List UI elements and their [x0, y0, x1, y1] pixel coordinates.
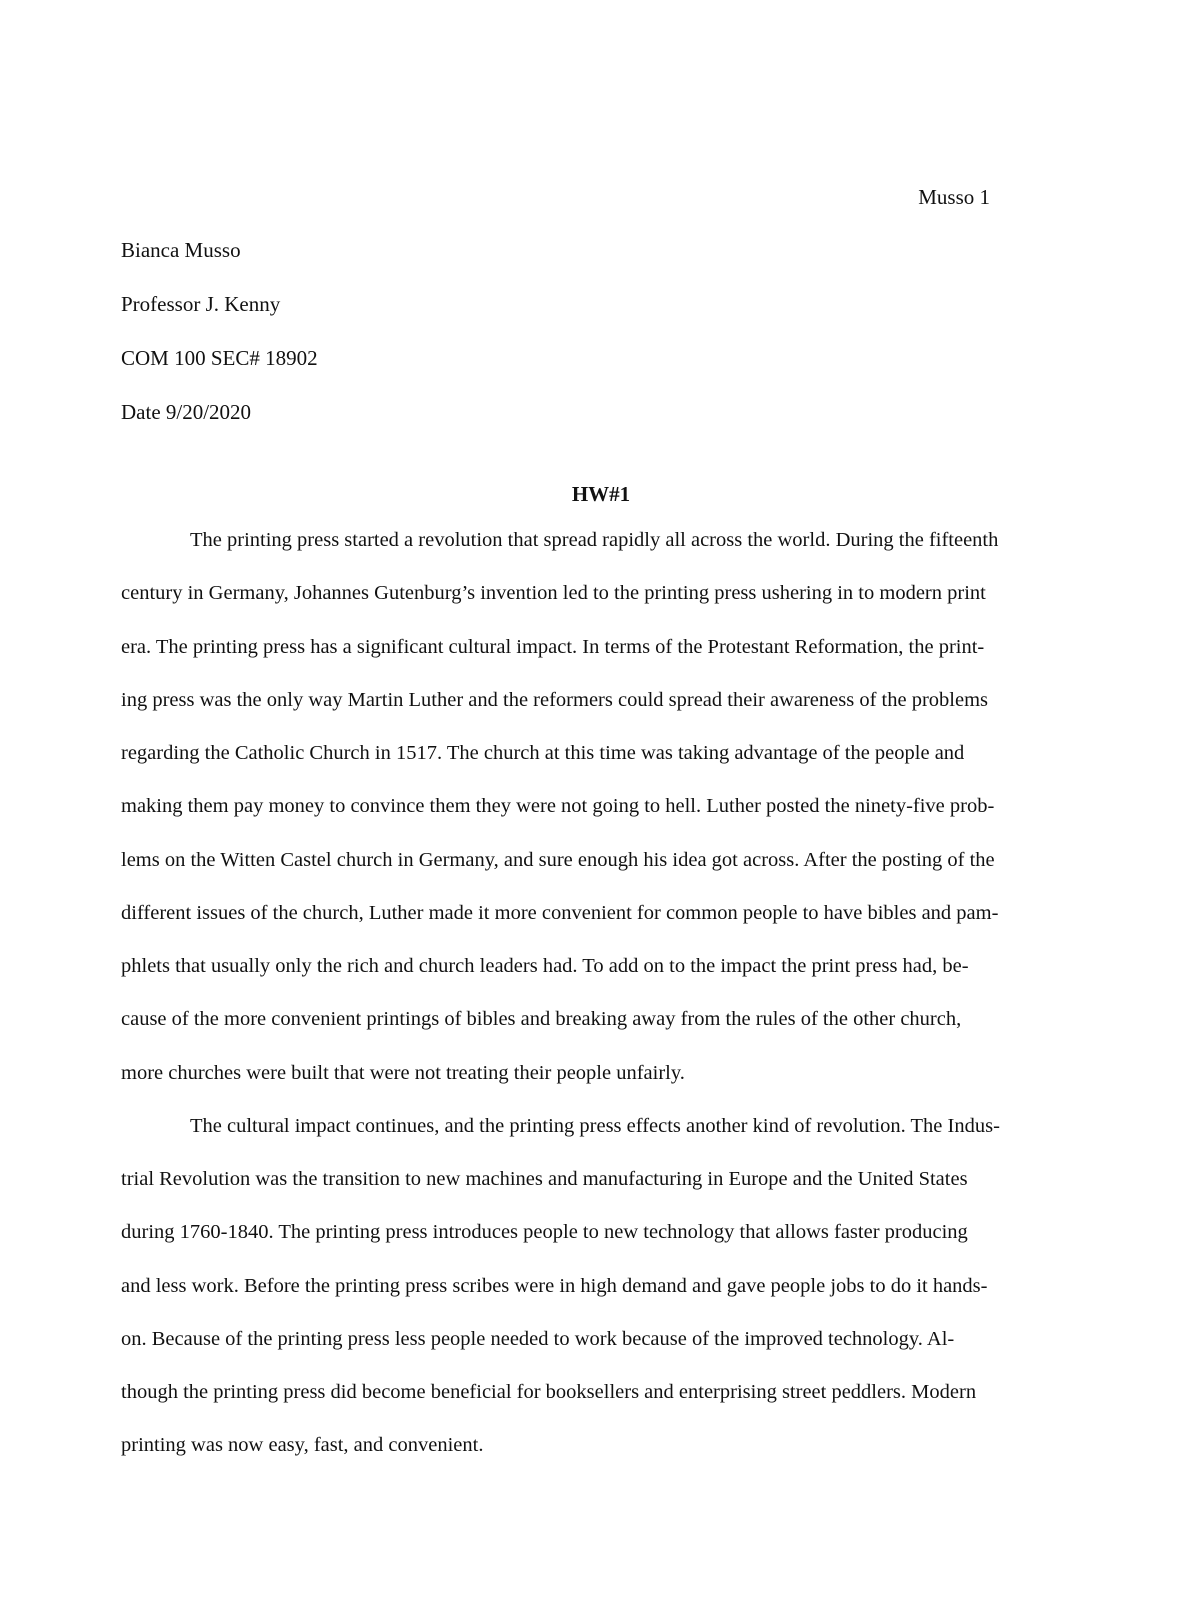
- paragraph-2-line: during 1760-1840. The printing press introduces people to new technology that allows faster producing: [121, 1221, 968, 1244]
- paragraph-2-line: printing was now easy, fast, and convenient.: [121, 1434, 484, 1457]
- student-name: Bianca Musso: [121, 238, 241, 262]
- paragraph-2-line: The cultural impact continues, and the printing press effects another kind of revolution. The Indus-: [190, 1114, 1000, 1137]
- paragraph-2-line: on. Because of the printing press less people needed to work because of the improved technology. Al-: [121, 1327, 955, 1350]
- paragraph-1-line: lems on the Witten Castel church in Germany, and sure enough his idea got across. After the posting of the: [121, 848, 995, 871]
- paragraph-1-line: different issues of the church, Luther made it more convenient for common people to have bibles and pam-: [121, 901, 999, 924]
- paragraph-2-line: though the printing press did become beneficial for booksellers and enterprising street peddlers. Modern: [121, 1381, 977, 1403]
- paragraph-1-line: The printing press started a revolution that spread rapidly all across the world. During the fifteenth: [190, 529, 999, 551]
- paragraph-1-line: phlets that usually only the rich and church leaders had. To add on to the impact the print press had, be-: [121, 955, 969, 977]
- document-title: HW#1: [571, 482, 631, 506]
- paragraph-1-line: cause of the more convenient printings of bibles and breaking away from the rules of the other church,: [121, 1008, 962, 1031]
- paragraph-2-line: and less work. Before the printing press scribes were in high demand and gave people jobs to do it hands-: [121, 1274, 988, 1297]
- professor-name: Professor J. Kenny: [121, 292, 281, 316]
- running-head: Musso 1: [918, 185, 990, 209]
- date-line: Date 9/20/2020: [121, 400, 252, 424]
- paragraph-2-line: trial Revolution was the transition to new machines and manufacturing in Europe and the United States: [121, 1168, 968, 1190]
- paragraph-1-line: era. The printing press has a significant cultural impact. In terms of the Protestant Reformation, the print-: [121, 635, 985, 658]
- paragraph-1-line: regarding the Catholic Church in 1517. The church at this time was taking advantage of the people and: [121, 742, 965, 764]
- course-info: COM 100 SEC# 18902: [121, 346, 318, 370]
- paragraph-1-line: more churches were built that were not treating their people unfairly.: [121, 1061, 685, 1084]
- paragraph-1-line: making them pay money to convince them they were not going to hell. Luther posted the ninety-five prob-: [121, 795, 995, 818]
- essay-body: [121, 520, 1121, 1479]
- mla-heading: [121, 238, 1081, 454]
- paragraph-1-line: century in Germany, Johannes Gutenburg’s invention led to the printing press ushering in to modern print: [121, 582, 986, 605]
- paragraph-1-line: ing press was the only way Martin Luther and the reformers could spread their awareness of the problems: [121, 688, 988, 711]
